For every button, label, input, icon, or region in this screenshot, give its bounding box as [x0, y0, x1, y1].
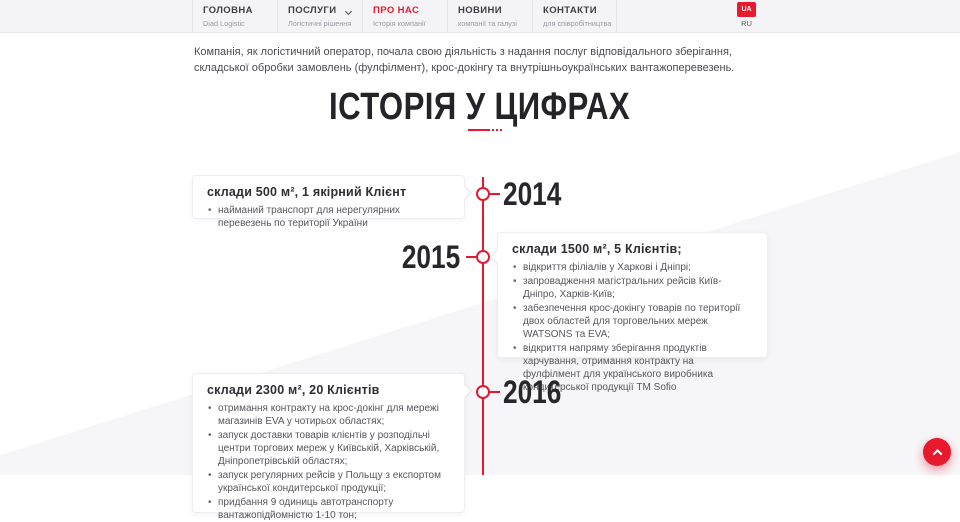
card-title: склади 500 м², 1 якірний Клієнт [207, 185, 407, 199]
year-label-2014: 2014 [503, 176, 562, 212]
card-bullet-list [207, 204, 450, 230]
timeline-tick [489, 391, 500, 393]
nav-item-sublabel: компанії та галузі [458, 19, 517, 28]
nav-item-sublabel: Історія компанії [373, 19, 426, 28]
nav-item-home[interactable] [192, 0, 277, 33]
card-title: склади 2300 м², 20 Клієнтів [207, 383, 380, 397]
page-title: ІСТОРІЯ У ЦИФРАХ [329, 86, 631, 128]
nav-item-services[interactable] [277, 0, 362, 33]
nav-items [192, 0, 617, 33]
timeline-line [482, 177, 484, 475]
timeline-node [476, 187, 490, 201]
card-bullet: • найманий транспорт для нерегулярних перевезень по території України [207, 204, 450, 230]
card-bullet: • відкриття філіалів у Харкові і Дніпрі; [512, 261, 753, 274]
lang-ua-button[interactable]: UA [737, 2, 756, 17]
nav-item-label: ПОСЛУГИ [288, 5, 337, 16]
lang-ru-button[interactable]: RU [741, 18, 752, 28]
nav-item-sublabel: Логістичні рішення [288, 19, 352, 28]
year-label-2015: 2015 [401, 239, 460, 275]
intro-text: Компанія, як логістичний оператор, почала свою діяльність з надання послуг відповідального зберігання, складської обробки замовлень (фулфілмент), крос-докінгу та внутрішньоукраїнських вантажоперевезень. [194, 46, 735, 75]
nav-item-label: НОВИНИ [458, 5, 503, 16]
timeline-node [476, 385, 490, 399]
chevron-up-icon [932, 448, 942, 458]
card-bullet: • отримання контракту на крос-докінг для мережі магазинів EVA у чотирьох областях; [207, 402, 450, 428]
timeline-tick [489, 193, 500, 195]
nav-item-label: КОНТАКТИ [543, 5, 597, 16]
card-bullet: • придбання 9 одиниць автотранспорту вантажопідйомністю 1-10 тон; [207, 496, 450, 522]
scroll-top-button[interactable] [923, 438, 951, 466]
nav-item-about[interactable] [362, 0, 447, 33]
card-bullet: • запуск доставки товарів клієнтів у розподільчі центри торгових мереж у Київській, Харківській, Дніпропетрівській областях; [207, 429, 450, 468]
nav-item-news[interactable] [447, 0, 532, 33]
navbar [0, 0, 960, 33]
card-bullet: • забезпечення крос-докінгу товарів по території двох областей для торговельних мереж WATSONS та EVA; [512, 302, 753, 341]
nav-item-sublabel: для співробітництва [543, 19, 612, 28]
timeline-node [476, 250, 490, 264]
card-bullet: • запуск регулярних рейсів у Польщу з експортом української кондитерської продукції; [207, 469, 450, 495]
nav-item-label: ПРО НАС [373, 5, 420, 16]
card-title: склади 1500 м², 5 Клієнтів; [512, 242, 682, 256]
event-card-2014 [192, 175, 465, 229]
card-bullet-list [207, 402, 450, 522]
nav-item-sublabel: Diad Logistic [203, 19, 245, 28]
card-bullet: • відкриття напряму зберігання продуктів харчування, отримання контракту на фулфілмент для українського виробника кондитерської продукції TM Sofio [512, 342, 753, 394]
card-pointer-icon [458, 186, 472, 200]
year-label-2016: 2016 [503, 374, 562, 410]
nav-item-label: ГОЛОВНА [203, 5, 253, 16]
nav-item-contacts[interactable] [532, 0, 617, 33]
title-underline-decoration [468, 129, 502, 131]
card-bullet: • запровадження магістральних рейсів Київ-Дніпро, Харків-Київ; [512, 275, 753, 301]
event-card-2016 [192, 373, 465, 521]
card-pointer-icon [490, 250, 504, 264]
